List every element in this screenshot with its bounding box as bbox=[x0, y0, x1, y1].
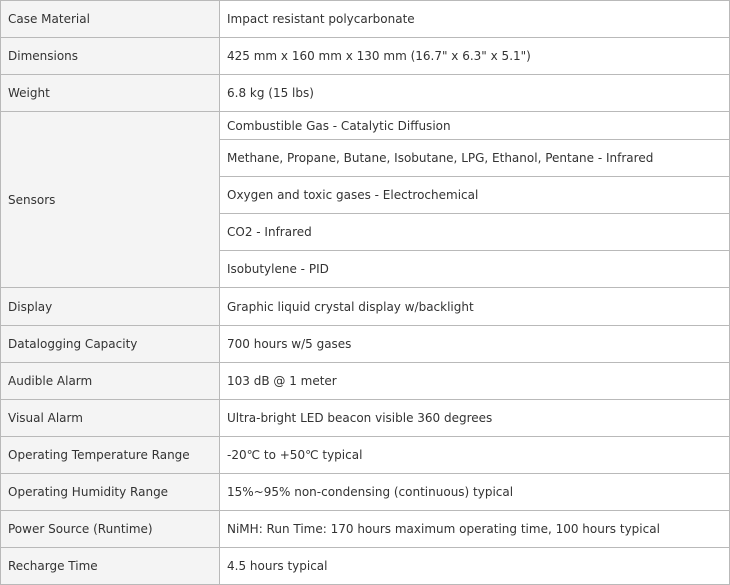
spec-value: 700 hours w/5 gases bbox=[220, 325, 730, 362]
table-row bbox=[1, 288, 730, 325]
spec-label: Audible Alarm bbox=[1, 362, 220, 399]
spec-value: Impact resistant polycarbonate bbox=[220, 1, 730, 38]
table-row bbox=[1, 325, 730, 362]
table-row bbox=[1, 547, 730, 584]
table-row bbox=[1, 112, 730, 140]
table-row bbox=[1, 362, 730, 399]
table-row bbox=[1, 473, 730, 510]
spec-value: -20℃ to +50℃ typical bbox=[220, 436, 730, 473]
table-row bbox=[1, 399, 730, 436]
spec-value: CO2 - Infrared bbox=[220, 214, 730, 251]
spec-label: Operating Temperature Range bbox=[1, 436, 220, 473]
spec-label: Sensors bbox=[1, 112, 220, 288]
table-row bbox=[1, 1, 730, 38]
table-row bbox=[1, 38, 730, 75]
spec-label: Visual Alarm bbox=[1, 399, 220, 436]
spec-value: Combustible Gas - Catalytic Diffusion bbox=[220, 112, 730, 140]
spec-value: Oxygen and toxic gases - Electrochemical bbox=[220, 177, 730, 214]
spec-label: Dimensions bbox=[1, 38, 220, 75]
spec-label: Case Material bbox=[1, 1, 220, 38]
spec-value: Graphic liquid crystal display w/backlight bbox=[220, 288, 730, 325]
spec-label: Power Source (Runtime) bbox=[1, 510, 220, 547]
spec-value: 6.8 kg (15 lbs) bbox=[220, 75, 730, 112]
spec-value: NiMH: Run Time: 170 hours maximum operating time, 100 hours typical bbox=[220, 510, 730, 547]
table-row bbox=[1, 436, 730, 473]
spec-value: Ultra-bright LED beacon visible 360 degrees bbox=[220, 399, 730, 436]
spec-value: Isobutylene - PID bbox=[220, 251, 730, 288]
spec-label: Recharge Time bbox=[1, 547, 220, 584]
spec-label: Display bbox=[1, 288, 220, 325]
spec-value: 103 dB @ 1 meter bbox=[220, 362, 730, 399]
spec-value: 15%~95% non-condensing (continuous) typical bbox=[220, 473, 730, 510]
table-row bbox=[1, 510, 730, 547]
spec-label: Operating Humidity Range bbox=[1, 473, 220, 510]
spec-value: 4.5 hours typical bbox=[220, 547, 730, 584]
spec-label: Weight bbox=[1, 75, 220, 112]
spec-label: Datalogging Capacity bbox=[1, 325, 220, 362]
table-row bbox=[1, 75, 730, 112]
spec-value: Methane, Propane, Butane, Isobutane, LPG, Ethanol, Pentane - Infrared bbox=[220, 140, 730, 177]
spec-value: 425 mm x 160 mm x 130 mm (16.7" x 6.3" x 5.1") bbox=[220, 38, 730, 75]
